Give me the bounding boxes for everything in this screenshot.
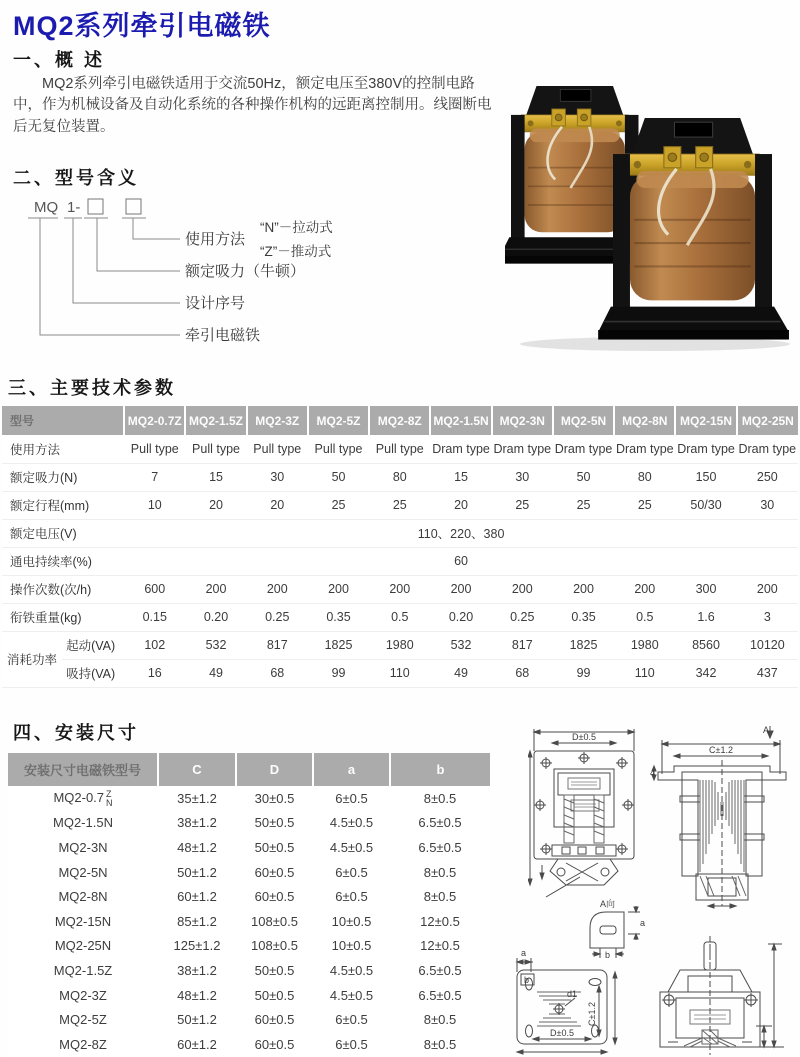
dim-value-cell: 12±0.5 bbox=[390, 934, 490, 959]
tech-value-cell: 25 bbox=[308, 491, 369, 519]
tech-row-label: 额定吸力(N) bbox=[2, 463, 124, 491]
tech-value-cell: 102 bbox=[124, 631, 185, 659]
dim-4-side: 4 bbox=[650, 768, 656, 778]
dim-value-cell: 50±1.2 bbox=[158, 1007, 236, 1032]
model-suffix-stack: Z N bbox=[106, 789, 113, 808]
dim-value-cell: 108±0.5 bbox=[236, 934, 313, 959]
tech-value-cell: Dram type bbox=[737, 435, 798, 463]
tech-value-cell: 532 bbox=[430, 631, 491, 659]
plate-dim-d1: d1 bbox=[567, 989, 578, 999]
tech-value-cell: 817 bbox=[247, 631, 308, 659]
dim-value-cell: 50±0.5 bbox=[236, 811, 313, 836]
design-series-label: 设计序号 bbox=[185, 295, 246, 312]
plate-dim-b: b bbox=[524, 975, 530, 985]
dim-value-cell: 60±1.2 bbox=[158, 1032, 236, 1057]
dim-table-row bbox=[8, 983, 490, 1008]
tech-value-cell: 15 bbox=[185, 463, 246, 491]
tech-row-label: 使用方法 bbox=[2, 435, 124, 463]
dim-value-cell: 4.5±0.5 bbox=[313, 835, 390, 860]
dim-table-row bbox=[8, 835, 490, 860]
dim-value-cell: 108±0.5 bbox=[236, 909, 313, 934]
tech-model-header: MQ2-8Z bbox=[369, 406, 430, 435]
tech-row-label: 通电持续率(%) bbox=[2, 547, 124, 575]
tech-table-row bbox=[2, 575, 798, 603]
model-code-diagram bbox=[20, 192, 490, 352]
section-heading-mounting-dims: 四、安装尺寸 bbox=[13, 723, 139, 743]
tech-value-cell: 1.6 bbox=[675, 603, 736, 631]
tech-table-row bbox=[2, 547, 798, 575]
dim-model-cell: MQ2-25N bbox=[8, 934, 158, 959]
section-heading-tech-params: 三、主要技术参数 bbox=[8, 378, 176, 398]
tech-value-cell: 250 bbox=[737, 463, 798, 491]
dim-value-cell: 60±1.2 bbox=[158, 884, 236, 909]
tech-value-cell: 10120 bbox=[737, 631, 798, 659]
dim-model-cell: MQ2-3Z bbox=[8, 983, 158, 1008]
dim-table-row bbox=[8, 811, 490, 836]
tech-row-sublabel: 吸持(VA) bbox=[62, 659, 124, 687]
tech-table-row bbox=[2, 463, 798, 491]
plate-dim-a: a bbox=[521, 948, 527, 958]
tech-value-cell: 7 bbox=[124, 463, 185, 491]
model-code-seq: 1- bbox=[67, 199, 81, 216]
tech-value-cell: 0.20 bbox=[430, 603, 491, 631]
dim-value-cell: 4.5±0.5 bbox=[313, 958, 390, 983]
dim-value-cell: 60±0.5 bbox=[236, 1032, 313, 1057]
dim-model-cell: MQ2-1.5Z bbox=[8, 958, 158, 983]
tech-value-cell: 200 bbox=[492, 575, 553, 603]
tech-value-cell: Dram type bbox=[614, 435, 675, 463]
tech-table-row bbox=[2, 435, 798, 463]
tech-table-row bbox=[2, 519, 798, 547]
dim-value-cell: 8±0.5 bbox=[390, 1007, 490, 1032]
tech-value-cell: 600 bbox=[124, 575, 185, 603]
usage-method-label: 使用方法 bbox=[185, 231, 246, 248]
tech-model-header: MQ2-15N bbox=[675, 406, 736, 435]
dim-value-cell: 8±0.5 bbox=[390, 860, 490, 885]
a-view-dim-b: b bbox=[605, 950, 611, 960]
tech-value-cell: Pull type bbox=[124, 435, 185, 463]
tech-model-header: MQ2-3N bbox=[492, 406, 553, 435]
dim-table-body bbox=[8, 786, 490, 1057]
tech-value-cell: 80 bbox=[369, 463, 430, 491]
dim-model-cell: MQ2-5N bbox=[8, 860, 158, 885]
dim-value-cell: 60±0.5 bbox=[236, 860, 313, 885]
tech-row-label: 额定行程(mm) bbox=[2, 491, 124, 519]
tech-row-group-label: 消耗功率 bbox=[2, 631, 62, 687]
tech-row-label: 衔铁重量(kg) bbox=[2, 603, 124, 631]
tech-table-row bbox=[2, 659, 798, 687]
dim-model-cell: MQ2-8N bbox=[8, 884, 158, 909]
dim-table-row bbox=[8, 934, 490, 959]
tech-value-cell: 49 bbox=[430, 659, 491, 687]
drawing-front-view bbox=[528, 727, 642, 901]
tech-value-cell: Dram type bbox=[675, 435, 736, 463]
dim-table-row bbox=[8, 958, 490, 983]
dim-value-cell: 50±0.5 bbox=[236, 835, 313, 860]
dim-value-cell: 6.5±0.5 bbox=[390, 835, 490, 860]
tech-value-cell: 0.5 bbox=[369, 603, 430, 631]
dim-value-cell: 35±1.2 bbox=[158, 786, 236, 811]
tech-value-cell: 1980 bbox=[369, 631, 430, 659]
drawing-side-view bbox=[650, 722, 798, 910]
tech-value-cell: Pull type bbox=[369, 435, 430, 463]
dim-col-header: a bbox=[313, 753, 390, 786]
tech-model-header: MQ2-0.7Z bbox=[124, 406, 185, 435]
tech-value-cell: 99 bbox=[308, 659, 369, 687]
tech-value-cell: Pull type bbox=[308, 435, 369, 463]
tech-value-cell: 49 bbox=[185, 659, 246, 687]
tech-value-cell: 25 bbox=[369, 491, 430, 519]
tech-value-cell: 1980 bbox=[614, 631, 675, 659]
tech-value-cell: 300 bbox=[675, 575, 736, 603]
tech-value-cell: 1825 bbox=[553, 631, 614, 659]
tech-span-value: 110、220、380 bbox=[124, 519, 798, 547]
dim-value-cell: 50±0.5 bbox=[236, 958, 313, 983]
tech-value-cell: 817 bbox=[492, 631, 553, 659]
tech-value-cell: 3 bbox=[737, 603, 798, 631]
dim-col-header: 安装尺寸电磁铁型号 bbox=[8, 753, 158, 786]
tech-model-header: MQ2-8N bbox=[614, 406, 675, 435]
section-heading-overview: 一、概 述 bbox=[13, 50, 106, 70]
dim-table-header bbox=[8, 753, 490, 786]
dim-table-row bbox=[8, 909, 490, 934]
tech-value-cell: 50 bbox=[553, 463, 614, 491]
tech-value-cell: 0.35 bbox=[308, 603, 369, 631]
tech-params-table bbox=[2, 406, 798, 688]
tech-value-cell: 200 bbox=[247, 575, 308, 603]
dim-col-header: b bbox=[390, 753, 490, 786]
tech-value-cell: 25 bbox=[492, 491, 553, 519]
plate-dim-c: C±1.2 bbox=[587, 1002, 597, 1026]
tech-span-value: 60 bbox=[124, 547, 798, 575]
tech-model-header: MQ2-3Z bbox=[247, 406, 308, 435]
tech-value-cell: Pull type bbox=[185, 435, 246, 463]
tech-value-cell: 0.5 bbox=[614, 603, 675, 631]
dim-table-row bbox=[8, 786, 490, 811]
dim-model-cell: MQ2-3N bbox=[8, 835, 158, 860]
dim-value-cell: 30±0.5 bbox=[236, 786, 313, 811]
tech-value-cell: 68 bbox=[247, 659, 308, 687]
tech-table-header bbox=[2, 406, 798, 435]
tech-value-cell: Dram type bbox=[492, 435, 553, 463]
usage-z-note: “Z”－推动式 bbox=[260, 244, 332, 259]
mounting-dims-table bbox=[8, 753, 490, 1057]
dim-value-cell: 8±0.5 bbox=[390, 1032, 490, 1057]
model-code-prefix: MQ bbox=[34, 199, 59, 216]
rated-force-label: 额定吸力（牛顿） bbox=[185, 263, 306, 280]
tech-value-cell: 200 bbox=[308, 575, 369, 603]
tech-model-header: MQ2-25N bbox=[737, 406, 798, 435]
dim-model-cell: MQ2-15N bbox=[8, 909, 158, 934]
dim-value-cell: 48±1.2 bbox=[158, 835, 236, 860]
dim-model-cell: MQ2-1.5N bbox=[8, 811, 158, 836]
dim-d-front: D±0.5 bbox=[572, 732, 596, 742]
tech-value-cell: 200 bbox=[737, 575, 798, 603]
tech-value-cell: 200 bbox=[185, 575, 246, 603]
plate-dim-d: D±0.5 bbox=[550, 1028, 574, 1038]
tech-value-cell: 8560 bbox=[675, 631, 736, 659]
dim-value-cell: 50±1.2 bbox=[158, 860, 236, 885]
tech-value-cell: 0.35 bbox=[553, 603, 614, 631]
dim-value-cell: 6±0.5 bbox=[313, 786, 390, 811]
a-view-dim-a: a bbox=[640, 918, 646, 928]
tech-table-row bbox=[2, 491, 798, 519]
dim-value-cell: 8±0.5 bbox=[390, 884, 490, 909]
tech-value-cell: 68 bbox=[492, 659, 553, 687]
tech-value-cell: 20 bbox=[185, 491, 246, 519]
tech-row-label: 额定电压(V) bbox=[2, 519, 124, 547]
tech-value-cell: 30 bbox=[247, 463, 308, 491]
tech-value-cell: 200 bbox=[369, 575, 430, 603]
dim-value-cell: 6±0.5 bbox=[313, 884, 390, 909]
tech-value-cell: 50 bbox=[308, 463, 369, 491]
dim-table-row bbox=[8, 884, 490, 909]
tech-value-cell: 200 bbox=[614, 575, 675, 603]
tech-value-cell: 0.15 bbox=[124, 603, 185, 631]
page-title: MQ2系列牵引电磁铁 bbox=[13, 11, 271, 41]
tech-value-cell: 15 bbox=[430, 463, 491, 491]
tech-value-cell: 80 bbox=[614, 463, 675, 491]
dim-model-cell: MQ2-0.7 Z N bbox=[8, 786, 158, 811]
dim-value-cell: 10±0.5 bbox=[313, 909, 390, 934]
dim-value-cell: 12±0.5 bbox=[390, 909, 490, 934]
tech-row-sublabel: 起动(VA) bbox=[62, 631, 124, 659]
dim-value-cell: 50±0.5 bbox=[236, 983, 313, 1008]
dim-value-cell: 4.5±0.5 bbox=[313, 811, 390, 836]
dim-value-cell: 60±0.5 bbox=[236, 884, 313, 909]
dim-value-cell: 10±0.5 bbox=[313, 934, 390, 959]
dim-value-cell: 6±0.5 bbox=[313, 860, 390, 885]
tech-model-header: MQ2-1.5N bbox=[430, 406, 491, 435]
tech-value-cell: 30 bbox=[492, 463, 553, 491]
section-heading-model-meaning: 二、型号含义 bbox=[13, 168, 139, 188]
dim-value-cell: 6.5±0.5 bbox=[390, 811, 490, 836]
tech-value-cell: Dram type bbox=[553, 435, 614, 463]
product-name-label: 牵引电磁铁 bbox=[185, 327, 261, 344]
dim-col-header: D bbox=[236, 753, 313, 786]
dim-table-row bbox=[8, 1032, 490, 1057]
tech-value-cell: Pull type bbox=[247, 435, 308, 463]
tech-value-cell: 0.20 bbox=[185, 603, 246, 631]
dim-value-cell: 85±1.2 bbox=[158, 909, 236, 934]
tech-value-cell: Dram type bbox=[430, 435, 491, 463]
tech-model-header: MQ2-5Z bbox=[308, 406, 369, 435]
tech-value-cell: 0.25 bbox=[247, 603, 308, 631]
tech-model-header: MQ2-1.5Z bbox=[185, 406, 246, 435]
dim-model-cell: MQ2-5Z bbox=[8, 1007, 158, 1032]
dim-value-cell: 4.5±0.5 bbox=[313, 983, 390, 1008]
tech-value-cell: 110 bbox=[369, 659, 430, 687]
dim-value-cell: 6.5±0.5 bbox=[390, 958, 490, 983]
tech-value-cell: 200 bbox=[430, 575, 491, 603]
tech-value-cell: 50/30 bbox=[675, 491, 736, 519]
tech-value-cell: 16 bbox=[124, 659, 185, 687]
drawing-plate-view bbox=[503, 942, 631, 1057]
dim-value-cell: 38±1.2 bbox=[158, 811, 236, 836]
product-photo bbox=[505, 82, 797, 354]
dim-value-cell: 8±0.5 bbox=[390, 786, 490, 811]
dim-table-row bbox=[8, 860, 490, 885]
tech-value-cell: 10 bbox=[124, 491, 185, 519]
dim-value-cell: 38±1.2 bbox=[158, 958, 236, 983]
dim-model-cell: MQ2-8Z bbox=[8, 1032, 158, 1057]
tech-value-cell: 532 bbox=[185, 631, 246, 659]
tech-value-cell: 150 bbox=[675, 463, 736, 491]
dim-table-row bbox=[8, 1007, 490, 1032]
drawing-push-view bbox=[638, 930, 790, 1057]
dim-value-cell: 6±0.5 bbox=[313, 1007, 390, 1032]
tech-value-cell: 99 bbox=[553, 659, 614, 687]
dim-value-cell: 125±1.2 bbox=[158, 934, 236, 959]
dim-c-side: C±1.2 bbox=[709, 745, 733, 755]
tech-value-cell: 20 bbox=[247, 491, 308, 519]
overview-paragraph: MQ2系列牵引电磁铁适用于交流50Hz，额定电压至380V的控制电路中，作为机械设备及自动化系统的各种操作机构的远距离控制用。线圈断电后无复位装置。 bbox=[13, 76, 492, 135]
dim-value-cell: 60±0.5 bbox=[236, 1007, 313, 1032]
tech-value-cell: 110 bbox=[614, 659, 675, 687]
dim-value-cell: 48±1.2 bbox=[158, 983, 236, 1008]
tech-value-cell: 200 bbox=[553, 575, 614, 603]
tech-value-cell: 25 bbox=[553, 491, 614, 519]
tech-row-label: 操作次数(次/h) bbox=[2, 575, 124, 603]
tech-model-header: MQ2-5N bbox=[553, 406, 614, 435]
tech-value-cell: 1825 bbox=[308, 631, 369, 659]
tech-value-cell: 25 bbox=[614, 491, 675, 519]
dim-value-cell: 6±0.5 bbox=[313, 1032, 390, 1057]
tech-value-cell: 342 bbox=[675, 659, 736, 687]
tech-corner-header: 型号 bbox=[2, 406, 124, 435]
dim-col-header: C bbox=[158, 753, 236, 786]
tech-value-cell: 0.25 bbox=[492, 603, 553, 631]
tech-table-body bbox=[2, 435, 798, 687]
tech-value-cell: 437 bbox=[737, 659, 798, 687]
tech-table-row bbox=[2, 631, 798, 659]
a-view-title: A向 bbox=[600, 899, 616, 909]
tech-value-cell: 30 bbox=[737, 491, 798, 519]
dim-value-cell: 6.5±0.5 bbox=[390, 983, 490, 1008]
usage-n-note: “N”－拉动式 bbox=[260, 220, 333, 235]
tech-table-row bbox=[2, 603, 798, 631]
dim-a-arrow-label: A bbox=[763, 725, 770, 735]
tech-value-cell: 20 bbox=[430, 491, 491, 519]
